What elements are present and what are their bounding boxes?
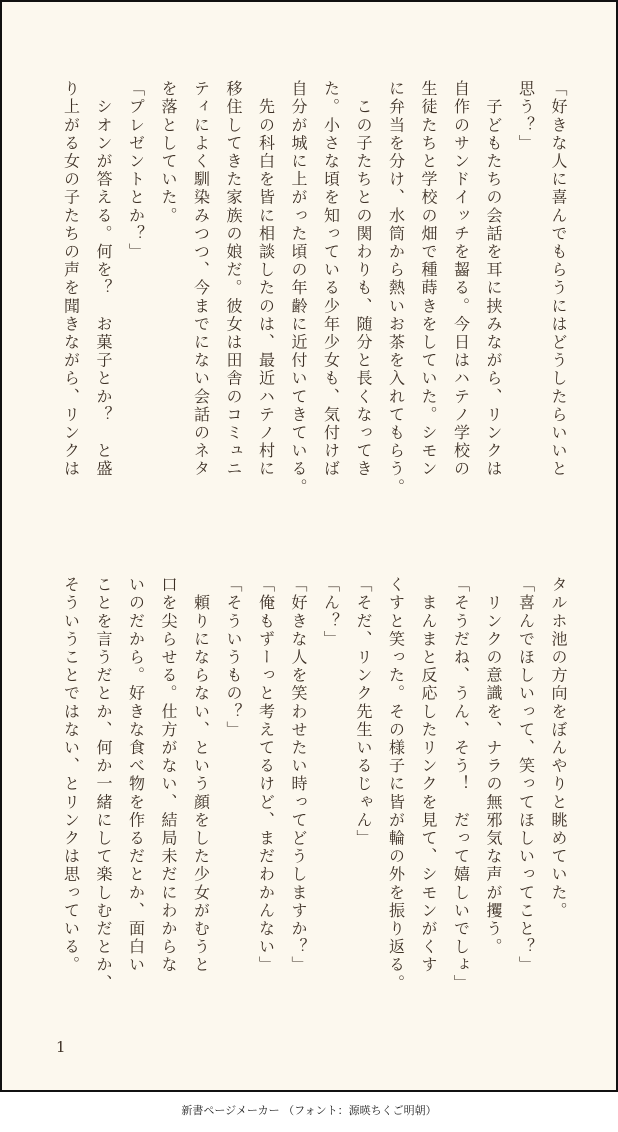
text-line: 移住してきた家族の娘だ。彼女は田舎のコミュニ bbox=[224, 80, 243, 479]
text-line: り上がる女の子たちの声を聞きながら、リンクは bbox=[61, 80, 81, 479]
text-line: 頼りにならない、という顔をした少女がむうと bbox=[191, 576, 211, 975]
lower-text-block bbox=[54, 576, 574, 992]
text-line: ことを言うだとか、何か一緒にして楽しむだとか、 bbox=[94, 576, 113, 993]
text-line: 先の科白を皆に相談したのは、最近ハテノ村に bbox=[256, 80, 276, 479]
text-line: そういうことではない、とリンクは思っている。 bbox=[61, 576, 81, 975]
text-line: この子たちとの関わりも、随分と長くなってき bbox=[354, 80, 373, 479]
text-line: 「喜んでほしいって、笑ってほしいってこと？」 bbox=[516, 576, 536, 975]
text-line: 自作のサンドイッチを齧る。今日はハテノ学校の bbox=[451, 80, 471, 479]
upper-text-block bbox=[54, 80, 574, 496]
text-line: ティによく馴染みつつ、今までにない会話のネタ bbox=[191, 80, 211, 479]
text-line: 「俺もずーっと考えてるけど、まだわかんない」 bbox=[256, 576, 276, 975]
text-line: タルホ池の方向をぼんやりと眺めていた。 bbox=[549, 576, 568, 920]
text-line: 自分が城に上がった頃の年齢に近付いてきている。 bbox=[289, 80, 308, 497]
text-line: 「そういうもの？」 bbox=[224, 576, 243, 739]
text-line: 「そだ、リンク先生いるじゃん」 bbox=[354, 576, 373, 848]
text-line: 「ん？」 bbox=[321, 576, 341, 649]
text-line: 「好きな人を笑わせたい時ってどうしますか？」 bbox=[289, 576, 308, 975]
text-line: まんまと反応したリンクを見て、シモンがくす bbox=[419, 576, 438, 975]
page-number: 1 bbox=[56, 1038, 66, 1056]
text-line: いのだから。好きな食べ物を作るだとか、面白い bbox=[126, 576, 146, 975]
text-line: 「プレゼントとか？」 bbox=[126, 80, 146, 261]
text-line: リンクの意識を、ナラの無邪気な声が攫う。 bbox=[484, 576, 503, 957]
generator-caption: 新書ページメーカー （フォント：源暎ちくご明朝） bbox=[181, 1104, 437, 1117]
text-line: 「好きな人に喜んでもらうにはどうしたらいいと bbox=[549, 80, 568, 479]
text-line: た。小さな頃を知っている少年少女も、気付けば bbox=[321, 80, 341, 479]
text-line: 「そうだね、うん、そう！ だって嬉しいでしょ」 bbox=[451, 576, 471, 993]
text-line: 思う？」 bbox=[516, 80, 536, 153]
text-line: くすと笑った。その様子に皆が輪の外を振り返る。 bbox=[386, 576, 406, 993]
text-line: 生徒たちと学校の畑で種蒔きをしていた。シモン bbox=[419, 80, 438, 479]
text-line: 子どもたちの会話を耳に挟みながら、リンクは bbox=[484, 80, 503, 479]
text-line: シオンが答える。何を？ お菓子とか？ と盛 bbox=[94, 80, 113, 479]
text-line: 口を尖らせる。仕方がない、結局未だにわからな bbox=[159, 576, 178, 975]
text-line: を落としていた。 bbox=[159, 80, 178, 225]
text-line: に弁当を分け、水筒から熱いお茶を入れてもらう。 bbox=[386, 80, 406, 497]
